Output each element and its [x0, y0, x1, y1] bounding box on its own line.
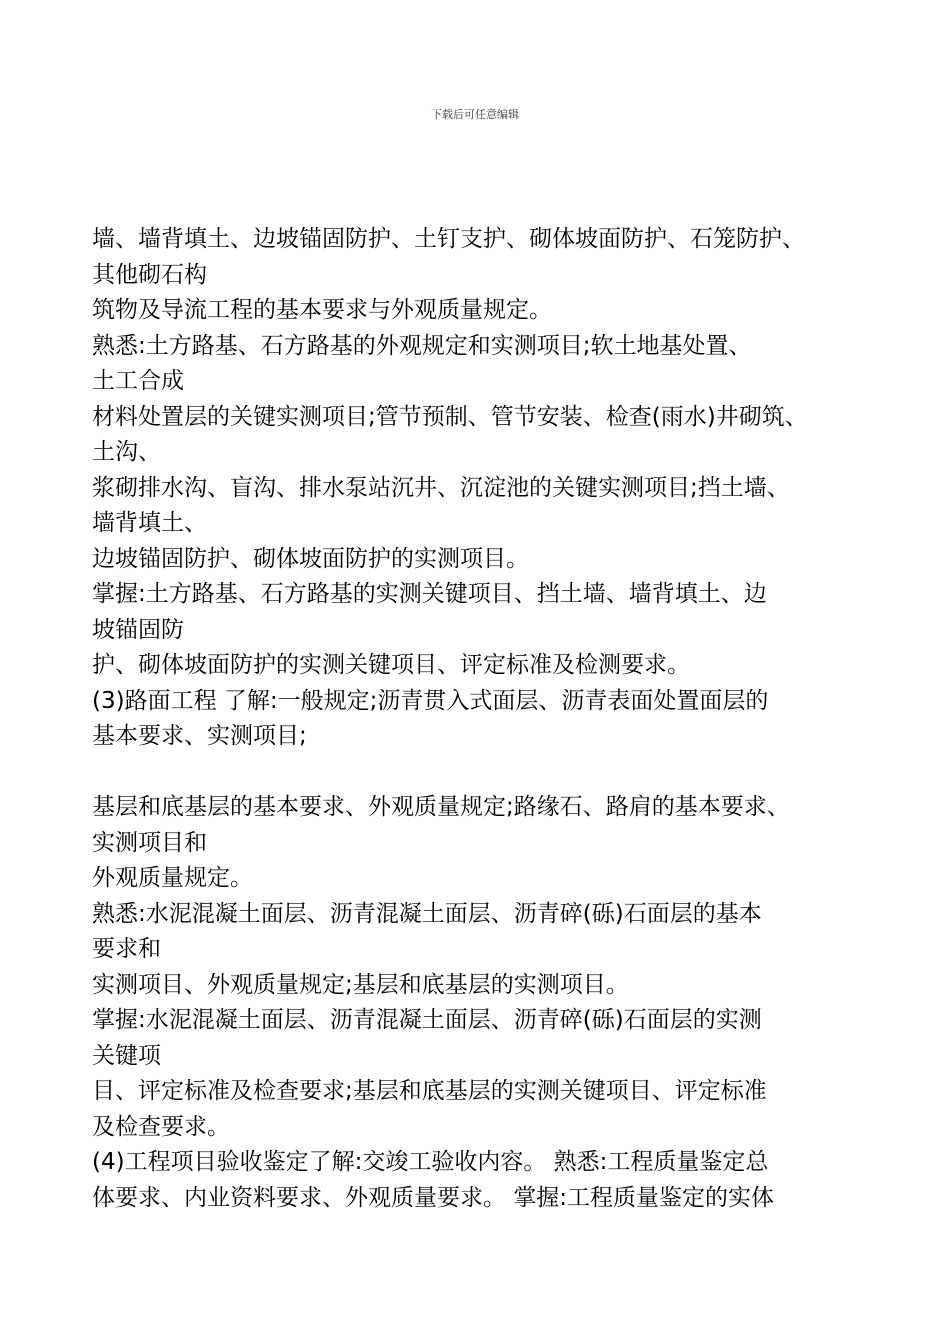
text-line: 外观质量规定。	[92, 865, 253, 891]
text-line: 浆砌排水沟、盲沟、排水泵站沉井、沉淀池的关键实测项目;挡土墙、	[92, 474, 790, 501]
text-line: 墙背填土、	[92, 510, 207, 536]
text-line: 其他砌石构	[92, 261, 207, 288]
text-line: 目、评定标准及检查要求;基层和底基层的实测关键项目、评定标准	[92, 1078, 767, 1104]
text-line: 实测项目和	[92, 829, 207, 856]
text-line: 要求和	[92, 936, 161, 962]
text-line: 材料处置层的关键实测项目;管节预制、管节安装、检查(雨水)井砌筑、	[92, 403, 808, 430]
text-line: 土工合成	[92, 368, 184, 394]
text-line: 边坡锚固防护、砌体坡面防护的实测项目。	[92, 545, 529, 572]
page-header: 下载后可任意编辑	[431, 108, 519, 121]
text-line: 基层和底基层的基本要求、外观质量规定;路缘石、路肩的基本要求、	[92, 794, 790, 820]
text-line: 实测项目、外观质量规定;基层和底基层的实测项目。	[92, 971, 629, 998]
text-line: 墙、墙背填土、边坡锚固防护、土钉支护、砌体坡面防护、石笼防护、	[92, 226, 805, 252]
text-line: 熟悉:水泥混凝土面层、沥青混凝土面层、沥青碎(砾)石面层的基本	[92, 900, 762, 927]
text-line: 熟悉:土方路基、石方路基的外观规定和实测项目;软土地基处置、	[92, 332, 752, 359]
text-line: 体要求、内业资料要求、外观质量要求。 掌握:工程质量鉴定的实体	[92, 1184, 775, 1211]
text-line: 土沟、	[92, 439, 161, 465]
text-line: 关键项	[92, 1042, 161, 1069]
text-line: (3)路面工程 了解:一般规定;沥青贯入式面层、沥青表面处置面层的	[92, 687, 769, 714]
text-line: 护、砌体坡面防护的实测关键项目、评定标准及检测要求。	[92, 652, 690, 678]
text-line: (4)工程项目验收鉴定了解:交竣工验收内容。 熟悉:工程质量鉴定总	[92, 1149, 769, 1175]
text-line: 掌握:土方路基、石方路基的实测关键项目、挡土墙、墙背填土、边	[92, 581, 767, 607]
document-body	[92, 222, 892, 1216]
text-line: 基本要求、实测项目;	[92, 723, 307, 749]
text-line: 及检查要求。	[92, 1113, 230, 1140]
blank-line	[92, 755, 892, 791]
text-line: 掌握:水泥混凝土面层、沥青混凝土面层、沥青碎(砾)石面层的实测	[92, 1007, 762, 1033]
text-line: 筑物及导流工程的基本要求与外观质量规定。	[92, 297, 552, 323]
text-line: 坡锚固防	[92, 616, 184, 643]
